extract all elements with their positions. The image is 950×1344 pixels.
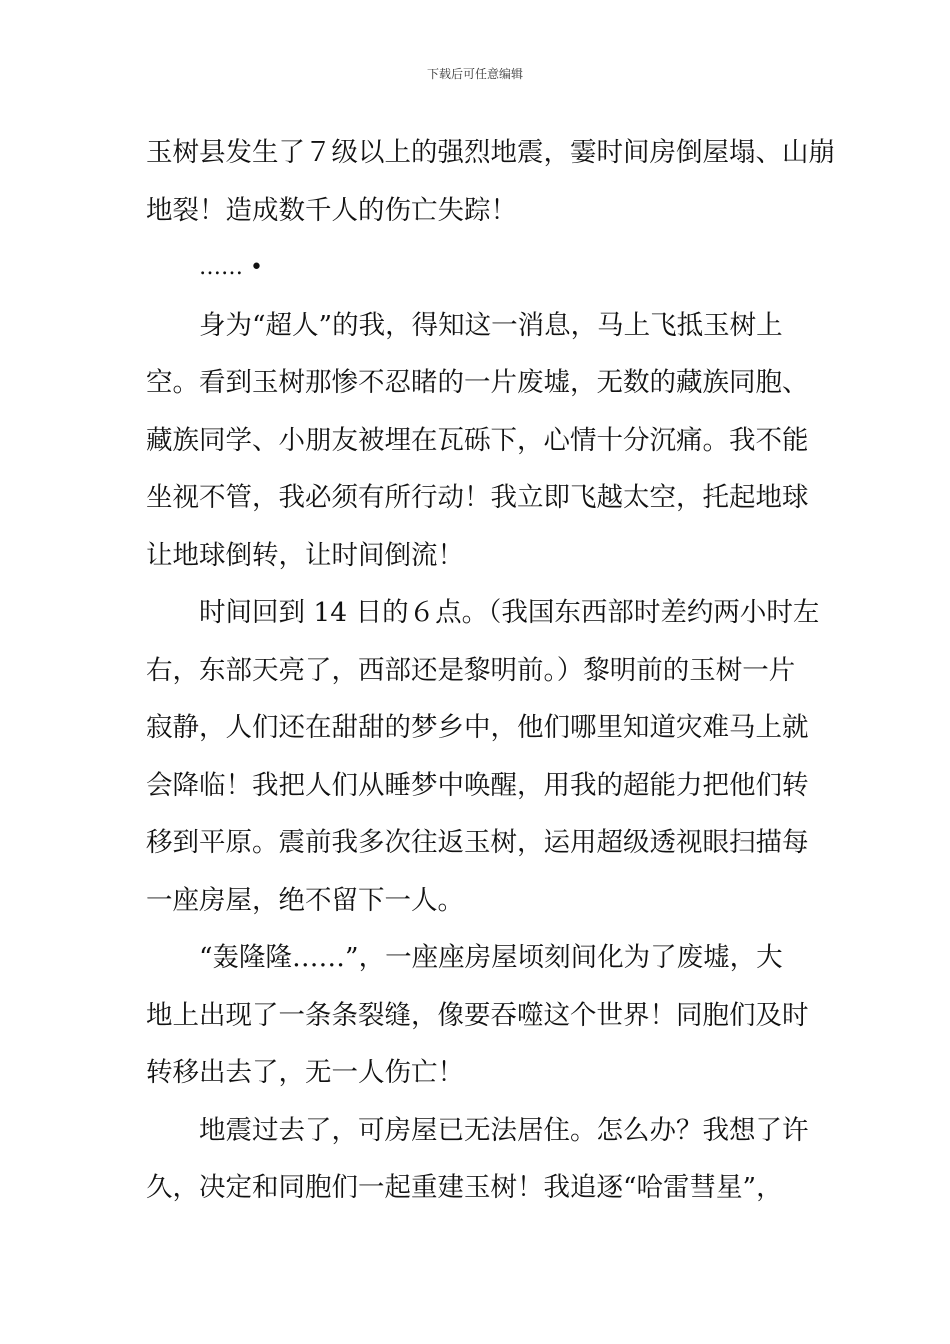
ellipsis-line: …… •: [199, 255, 263, 280]
text-line: 身为“超人”的我，得知这一消息，马上飞抵玉树上: [199, 309, 783, 341]
text-line: 一座房屋，绝不留下一人。: [146, 884, 464, 916]
text-line: 藏族同学、小朋友被埋在瓦砾下，心情十分沉痛。我不能: [146, 424, 809, 456]
text-line: 转移出去了，无一人伤亡！: [146, 1057, 464, 1088]
text-line: 空。看到玉树那惨不忍睹的一片废墟，无数的藏族同胞、: [146, 367, 809, 398]
text-line: “轰隆隆……”，一座座房屋顷刻间化为了废墟，大: [199, 942, 783, 973]
text-line: 坐视不管，我必须有所行动！我立即飞越太空，托起地球: [146, 482, 809, 513]
text-line: 让地球倒转，让时间倒流！: [146, 539, 464, 571]
text-line: 久，决定和同胞们一起重建玉树！我追逐“哈雷彗星”，: [146, 1172, 783, 1203]
text-line: 移到平原。震前我多次往返玉树，运用超级透视眼扫描每: [146, 827, 809, 858]
text-line: 会降临！我把人们从睡梦中唤醒，用我的超能力把他们转: [146, 769, 809, 801]
page-header: 下载后可任意编辑: [426, 67, 523, 81]
text-line: 地震过去了，可房屋已无法居住。怎么办？我想了许: [199, 1114, 809, 1146]
text-line: 寂静，人们还在甜甜的梦乡中，他们哪里知道灾难马上就: [146, 712, 809, 743]
text-line: 地裂！造成数千人的伤亡失踪！: [146, 194, 517, 226]
text-line: 时间回到 14 日的６点。（我国东西部时差约两小时左: [199, 597, 820, 628]
text-line: 玉树县发生了７级以上的强烈地震，霎时间房倒屋塌、山崩: [146, 137, 835, 168]
text-line: 右，东部天亮了，西部还是黎明前。）黎明前的玉树一片: [146, 654, 796, 686]
text-line: 地上出现了一条条裂缝，像要吞噬这个世界！同胞们及时: [146, 999, 809, 1031]
document-body: [146, 124, 835, 1217]
